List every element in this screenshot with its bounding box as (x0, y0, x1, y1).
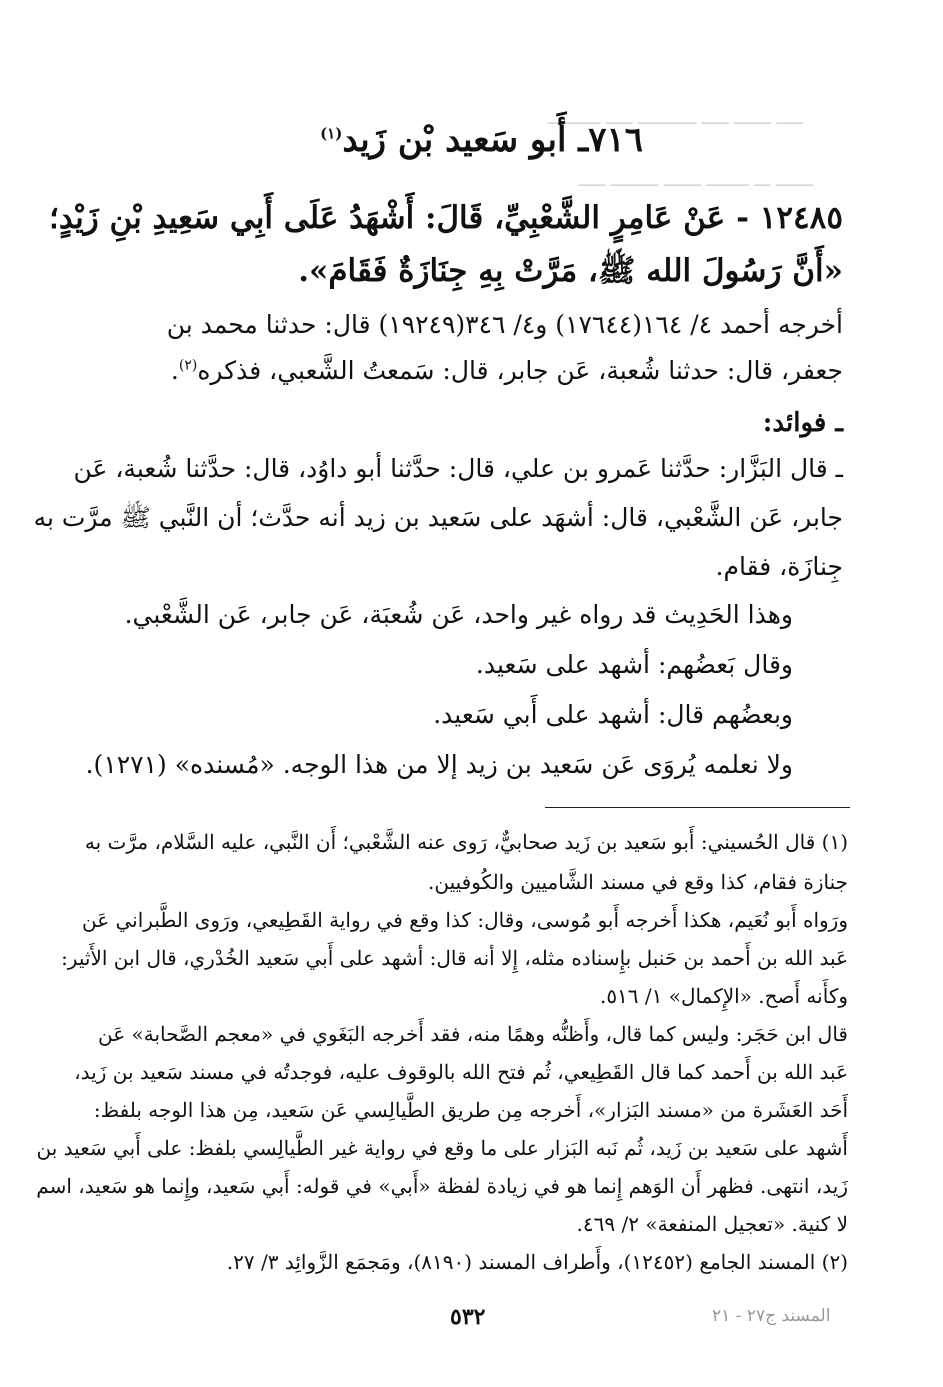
hadith-line-1: ١٢٤٨٥ - عَنْ عَامِرٍ الشَّعْبِيِّ، قَالَ: أَشْهَدُ عَلَى أَبِي سَعِيدِ بْنِ زَيْدٍ؛ (48, 200, 843, 236)
printer-signature: المسند ج٢٧ - ٢١ (712, 1306, 831, 1326)
footnote-1-line-4: عَبد الله بن أَحمد بن حَنبل بإِسناده مثله، إِلا أنه قال: أشهد على أَبي سَعيد الخُدْري، قال ابن الأَثير: (61, 946, 848, 970)
heading-footnote-ref: (١) (320, 124, 343, 143)
fawaid-p1-line2: جابر، عَن الشَّعْبي، قال: أشهَد على سَعيد بن زيد أنه حدَّث؛ أن النَّبي ﷺ مرَّت به (33, 503, 843, 532)
footnote-1-line-3: ورَواه أَبو نُعَيم، هكذا أَخرجه أَبو مُوسى، وقال: كذا وقع في رواية القَطِيعي، ورَوى الطَّبراني عَن (81, 908, 848, 932)
footnote-1-line-6: قال ابن حَجَر: وليس كما قال، وأَظنُّه وهمًا منه، فقد أَخرجه البَغَوي في «معجم الصَّحابة» عَن (98, 1022, 848, 1046)
footnote-1-line-5: وكأَنه أَصح. «الإِكمال» ١/ ٥١٦. (599, 984, 848, 1008)
fawaid-p3: وقال بَعضُهم: أشهد على سَعيد. (475, 650, 793, 679)
takhrij-footnote-ref: (٢) (178, 357, 198, 374)
fawaid-p5: ولا نعلمه يُروَى عَن سَعيد بن زيد إلا من هذا الوجه. «مُسنده» (١٢٧١). (85, 750, 793, 779)
bleed-through-top: ـــــ ـــــــ ـــــ ـــــــــــ ـــــ ــــــــــ (547, 108, 803, 129)
hadith-line-2: «أَنَّ رَسُولَ الله ﷺ، مَرَّتْ بِهِ جِنَازَةٌ فَقَامَ». (298, 253, 843, 289)
takhrij-line-2: جعفر، قال: حدثنا شُعبة، عَن جابر، قال: سَمعتُ الشَّعبي، فذكره$^{(٢)}$. (170, 356, 843, 385)
footnote-2: (٢) المسند الجامع (١٢٤٥٢)، وأَطراف المسند (٨١٩٠)، ومَجمَع الزَّوائِد ٣/ ٢٧. (226, 1250, 848, 1274)
footnote-1-line-11: لا كنية. «تعجيل المنفعة» ٢/ ٤٦٩. (576, 1212, 848, 1236)
page-number: ٥٣٢ (450, 1304, 486, 1330)
footnote-1-line-7: عَبد الله بن أَحمد كما قال القَطِيعي، ثُم فتح الله بالوقوف عليه، فوجدتُه في مسند سَعيد بن زَيد، (74, 1060, 848, 1084)
heading-text: ٧١٦ـ أَبو سَعيد بْن زَيد (342, 120, 643, 160)
bleed-through-upper: ـــــــ ـــ ــــــــ ـــــــ ـــــــــ ـــــ (578, 170, 813, 191)
fawaid-p4: وبعضُهم قال: أشهد على أَبي سَعيد. (433, 700, 793, 729)
fawaid-p2: وهذا الحَدِيث قد رواه غير واحد، عَن شُعبَة، عَن جابر، عَن الشَّعْبي. (124, 600, 793, 629)
footnote-separator (545, 807, 850, 808)
footnote-1-line-8: أَحَد العَشَرة من «مسند البَزار»، أَخرجه مِن طريق الطَّيالِسي عَن سَعيد، مِن هذا الوجه بلفظ: (93, 1098, 848, 1122)
entry-heading (320, 120, 643, 161)
fawaid-p1-line1: ـ قال البَزَّار: حدَّثنا عَمرو بن علي، قال: حدَّثنا أبو داوُد، قال: حدَّثنا شُعبة، عَن (73, 454, 843, 483)
takhrij-line-2-text: جعفر، قال: حدثنا شُعبة، عَن جابر، قال: سَمعتُ الشَّعبي، فذكره (197, 356, 843, 385)
footnote-1-line-10: زَيد، انتهى. فظهر أَن الوَهم إِنما هو في زيادة لفظة «أَبي» في قوله: أَبي سَعيد، وإِنما هو سَعيد، اسم (36, 1174, 848, 1198)
footnote-1-line-9: أَشهد على سَعيد بن زَيد، ثُم نَبه البَزار على ما وقع في رواية غير الطَّيالِسي بلفظ: على أَبي سَعيد بن (36, 1136, 848, 1160)
fawaid-p1-line3: جِنازَة، فقام. (715, 552, 843, 581)
footnote-1-line-1: (١) قال الحُسيني: أَبو سَعيد بن زَيد صحابيٌّ، رَوى عنه الشَّعْبي؛ أَن النَّبي، عليه السَّلام، مرَّت به (84, 830, 848, 854)
takhrij-line-1: أخرجه أحمد ٤/ ١٦٤(١٧٦٤٤) و٤/ ٣٤٦(١٩٢٤٩) قال: حدثنا محمد بن (166, 310, 843, 339)
fawaid-heading: ـ فوائد: (762, 408, 843, 438)
footnote-1-line-2: جنازة فقام، كذا وقع في مسند الشَّاميين والكُوفيين. (428, 870, 848, 894)
